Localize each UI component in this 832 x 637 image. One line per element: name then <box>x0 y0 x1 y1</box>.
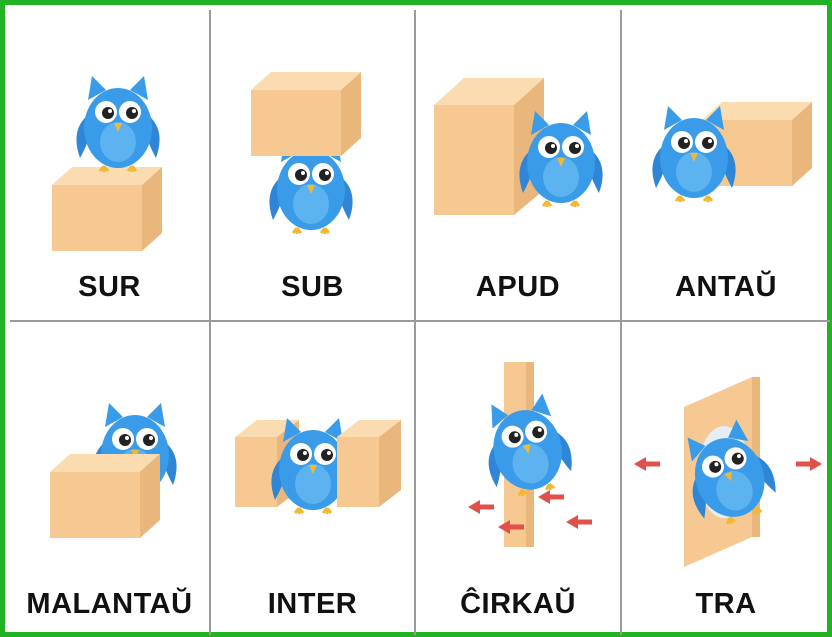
card-label-inter: INTER <box>267 588 358 620</box>
owl-beside-box-illustration <box>416 10 620 260</box>
owl-icon <box>76 76 159 172</box>
owl-in-front-of-box-illustration <box>622 10 830 260</box>
arrow-icon <box>538 490 564 504</box>
arrow-icon <box>634 457 660 471</box>
card-label-cirkau: ĈIRKAŬ <box>460 588 576 620</box>
card-label-antau: ANTAŬ <box>675 271 777 303</box>
card-label-sub: SUB <box>281 271 344 303</box>
owl-between-boxes-illustration <box>211 322 414 572</box>
card-label-tra: TRA <box>695 588 757 620</box>
owl-behind-box-illustration <box>10 322 209 572</box>
arrow-icon <box>566 515 592 529</box>
preposition-grid <box>10 10 830 635</box>
card-malantau <box>10 322 211 635</box>
card-cirkau <box>416 322 622 635</box>
owl-through-wall-illustration <box>622 322 830 572</box>
card-apud <box>416 10 622 322</box>
owl-on-box-illustration <box>10 10 209 260</box>
card-label-apud: APUD <box>475 271 561 303</box>
card-sur <box>10 10 211 322</box>
card-inter <box>211 322 416 635</box>
owl-under-box-illustration <box>211 10 414 260</box>
card-tra <box>622 322 830 635</box>
card-antau <box>622 10 830 322</box>
card-sub <box>211 10 416 322</box>
owl-around-pole-illustration <box>416 322 620 572</box>
arrow-icon <box>796 457 822 471</box>
arrow-icon <box>468 500 494 514</box>
card-label-sur: SUR <box>78 271 141 303</box>
card-label-malantau: MALANTAŬ <box>26 588 193 620</box>
